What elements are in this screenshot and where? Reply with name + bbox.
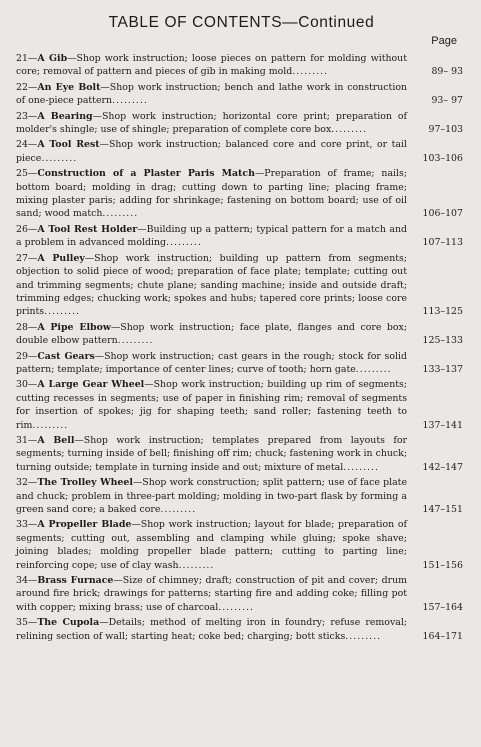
leader-dots: ......... xyxy=(218,601,255,613)
toc-entry-body xyxy=(16,434,407,474)
entry-title: A Pipe Elbow xyxy=(37,321,111,333)
entry-description: —Details; method of melting iron in foundry; refuse removal; relining section of wall; starting heat; coke bed; charging; bott sticks xyxy=(16,617,407,642)
leader-dots: ......... xyxy=(355,363,392,375)
entry-pages: 142–147 xyxy=(422,461,463,473)
toc-entry xyxy=(16,167,467,221)
entry-title: A Pulley xyxy=(37,252,85,264)
entry-title: Brass Furnace xyxy=(37,575,114,587)
entry-description: —Shop work instruction; bench and lathe work in construction of one-piece pattern xyxy=(16,81,408,107)
entry-number: 28— xyxy=(16,321,38,333)
entry-number: 33— xyxy=(16,519,38,531)
toc-entry-body xyxy=(16,81,407,108)
entry-number: 30— xyxy=(16,379,38,391)
toc-entry xyxy=(16,378,467,432)
entry-description: —Shop work instruction; templates prepared from layouts for segments; turning inside of bell; finishing off rim; chuck; fastening work in chuck; turning outside; template in turning inside and out; mixture of metal xyxy=(16,434,407,473)
toc-entry-body xyxy=(16,350,407,377)
entry-description: —Shop work construction; split pattern; use of face plate and chuck; problem in three-part molding; molding in two-part flask by forming a green sand core; a baked core xyxy=(16,477,408,515)
toc-entry xyxy=(16,574,467,614)
toc-entry xyxy=(16,616,467,643)
entry-title: The Cupola xyxy=(37,617,100,629)
leader-dots: ......... xyxy=(166,237,202,249)
entry-number: 24— xyxy=(16,139,38,151)
entry-description: —Shop work instruction; face plate, flanges and core box; double elbow pattern xyxy=(16,321,407,347)
toc-entry-body xyxy=(16,321,407,348)
entry-pages: 89– 93 xyxy=(431,66,463,78)
entry-title: A Propeller Blade xyxy=(37,519,132,531)
page-column-header: Page xyxy=(431,35,457,47)
entry-number: 22— xyxy=(16,81,38,93)
toc-entry xyxy=(16,223,467,250)
entry-title: A Bearing xyxy=(37,110,93,122)
leader-dots: ......... xyxy=(112,95,148,107)
entry-pages: 93– 97 xyxy=(431,95,463,107)
entry-description: —Shop work instruction; cast gears in the rough; stock for solid pattern; template; importance of center lines; curve of tooth; horn gate xyxy=(16,350,407,375)
toc-entry-body xyxy=(16,223,407,250)
toc-entry xyxy=(16,81,467,108)
entry-description: —Shop work instruction; balanced core and core print, or tail piece xyxy=(16,139,407,164)
toc-entry xyxy=(16,350,467,377)
entry-number: 29— xyxy=(16,350,38,362)
entry-number: 25— xyxy=(16,168,38,180)
entry-number: 21— xyxy=(16,53,38,64)
entry-pages: 147–151 xyxy=(422,504,463,515)
leader-dots: ......... xyxy=(178,559,215,571)
entry-pages: 137–141 xyxy=(422,419,463,431)
entry-pages: 125–133 xyxy=(422,335,463,347)
toc-entry-body xyxy=(16,378,407,432)
toc-entry xyxy=(16,321,467,348)
entry-number: 27— xyxy=(16,252,38,264)
leader-dots: ......... xyxy=(117,335,154,347)
toc-entry-body xyxy=(16,252,407,319)
entry-pages: 133–137 xyxy=(422,363,463,375)
toc-entry-body xyxy=(16,574,407,614)
entry-description: —Building up a pattern; typical pattern for a match and a problem in advanced molding xyxy=(16,223,407,249)
entry-description: —Shop work instruction; building up pattern from segments; objection to solid piece of wood; preparation of face plate; template; cutting out and trimming segments; chute plane; sanding machine; inside and outside draft; trimming edges; chucking work; spokes and hubs; tapered core prints; loose core prints xyxy=(16,252,407,318)
entry-pages: 151–156 xyxy=(422,559,463,571)
entry-title: The Trolley Wheel xyxy=(37,477,133,489)
entry-number: 32— xyxy=(16,477,38,489)
leader-dots: ......... xyxy=(44,306,80,318)
entry-title: An Eye Bolt xyxy=(37,81,101,93)
toc-entry-body xyxy=(16,616,407,643)
leader-dots: ......... xyxy=(102,208,139,220)
entry-title: Cast Gears xyxy=(37,350,95,362)
toc-entry-body xyxy=(16,167,407,221)
toc-list xyxy=(16,52,467,643)
entry-description: —Shop work instruction; layout for blade; preparation of segments; cutting out, assembling and clamping while gluing; spoke shave; joining blades; molding propeller blade pattern; cutting to parting line; reinforcing cope; use of clay wash xyxy=(16,519,407,571)
toc-entry-body xyxy=(16,476,407,516)
entry-title: A Large Gear Wheel xyxy=(37,379,145,391)
entry-number: 23— xyxy=(16,110,38,122)
toc-entry-body xyxy=(16,138,407,165)
entry-number: 34— xyxy=(16,575,38,587)
leader-dots: ......... xyxy=(331,124,368,136)
entry-pages: 113–125 xyxy=(422,306,463,318)
leader-dots: ......... xyxy=(292,66,329,78)
entry-number: 35— xyxy=(16,617,38,629)
leader-dots: ......... xyxy=(345,630,382,642)
entry-title: A Tool Rest Holder xyxy=(37,223,138,235)
entry-pages: 107–113 xyxy=(422,237,463,249)
entry-title: Construction of a Plaster Paris Match xyxy=(37,168,255,180)
toc-entry-body xyxy=(16,52,407,79)
entry-pages: 157–164 xyxy=(422,601,463,613)
toc-entry-body xyxy=(16,518,407,572)
toc-entry xyxy=(16,252,467,319)
leader-dots: ......... xyxy=(41,152,78,164)
toc-entry xyxy=(16,434,467,474)
entry-description: —Shop work instruction; loose pieces on pattern for molding without core; removal of pattern and pieces of gib in making mold xyxy=(16,53,407,78)
entry-description: —Size of chimney; draft; construction of pit and cover; drum around fire brick; drawings for patterns; starting fire and adding coke; filling pot with copper; mixing brass; use of charcoal xyxy=(16,575,407,613)
toc-entry xyxy=(16,476,467,516)
leader-dots: ......... xyxy=(32,419,69,431)
entry-title: A Bell xyxy=(37,434,75,446)
leader-dots: ......... xyxy=(343,461,380,473)
toc-entry xyxy=(16,52,467,79)
entry-pages: 103–106 xyxy=(422,152,463,164)
entry-number: 26— xyxy=(16,223,38,235)
entry-pages: 164–171 xyxy=(422,630,463,642)
entry-pages: 97–103 xyxy=(428,124,463,136)
entry-description: —Shop work instruction; horizontal core print; preparation of molder's shingle; use of shingle; preparation of complete core box xyxy=(16,110,407,136)
entry-pages: 106–107 xyxy=(422,208,463,220)
toc-entry xyxy=(16,518,467,572)
leader-dots: ......... xyxy=(160,504,197,515)
entry-title: A Tool Rest xyxy=(37,139,100,151)
entry-number: 31— xyxy=(16,434,38,446)
toc-entry xyxy=(16,138,467,165)
entry-title: A Gib xyxy=(37,53,68,64)
toc-entry-body xyxy=(16,110,407,137)
entry-description: —Preparation of frame; nails; bottom board; molding in drag; cutting down to parting line; placing frame; mixing plaster paris; adding for shrinkage; fastening on bottom board; use of oil sand; wood match xyxy=(16,168,407,220)
toc-entry xyxy=(16,110,467,137)
page-title: TABLE OF CONTENTS—Continued xyxy=(108,14,375,31)
entry-description: —Shop work instruction; building up rim of segments; cutting recesses in segments; use of paper in finishing rim; removal of segments for insertion of spokes; jig for shaping teeth; sand roller; fastening teeth to rim xyxy=(16,379,407,431)
